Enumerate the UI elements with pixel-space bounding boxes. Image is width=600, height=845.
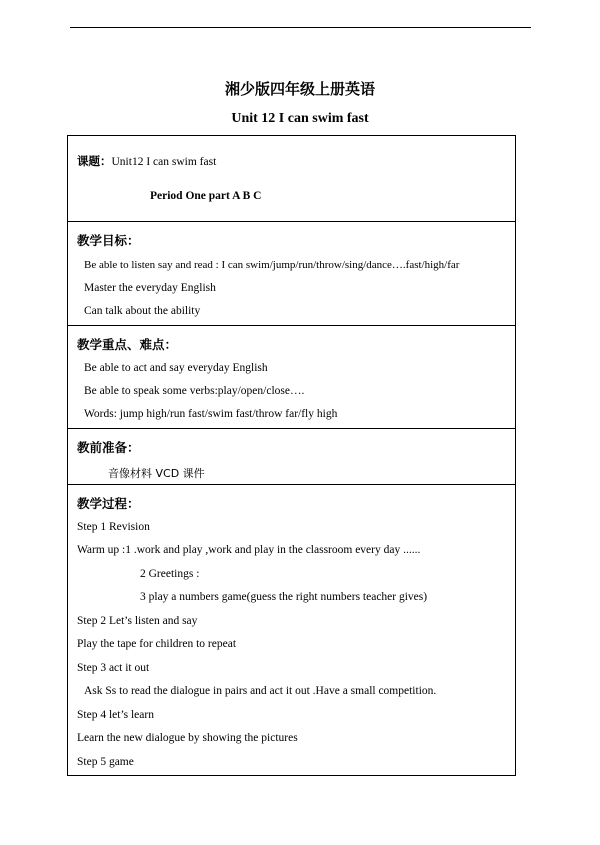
process-line: Step 5 game xyxy=(77,756,134,768)
topic-line xyxy=(77,153,216,169)
key-point-item: Be able to speak some verbs:play/open/close…. xyxy=(84,385,305,397)
objectives-section xyxy=(68,221,515,325)
process-line: Step 2 Let’s listen and say xyxy=(77,615,198,627)
topic-label: 课题： xyxy=(77,154,112,168)
objectives-heading: 教学目标： xyxy=(77,233,140,248)
objective-item: Be able to listen say and read : I can swim/jump/run/throw/sing/dance….fast/high/far xyxy=(84,259,460,271)
key-point-item: Be able to act and say everyday English xyxy=(84,362,268,374)
process-line: Warm up :1 .work and play ,work and play in the classroom every day ...... xyxy=(77,544,421,556)
document-title-english: Unit 12 I can swim fast xyxy=(231,111,369,126)
key-point-item: Words: jump high/run fast/swim fast/throw far/fly high xyxy=(84,408,338,420)
objective-item: Can talk about the ability xyxy=(84,305,201,317)
key-points-section xyxy=(68,325,515,428)
preparation-item: 音像材料 VCD 课件 xyxy=(108,467,205,480)
process-line: 2 Greetings : xyxy=(140,568,200,580)
topic-period: Period One part A B C xyxy=(150,190,262,202)
process-line: Step 1 Revision xyxy=(77,521,150,533)
topic-value: Unit12 I can swim fast xyxy=(111,156,217,168)
topic-section xyxy=(68,136,515,221)
objective-item: Master the everyday English xyxy=(84,282,216,294)
process-heading: 教学过程： xyxy=(77,496,140,511)
preparation-section xyxy=(68,428,515,484)
process-line: Step 3 act it out xyxy=(77,662,150,674)
lesson-plan-table xyxy=(67,135,516,776)
process-section xyxy=(68,484,515,775)
preparation-heading: 教前准备： xyxy=(77,440,140,455)
process-line: Step 4 let’s learn xyxy=(77,709,154,721)
process-line: 3 play a numbers game(guess the right numbers teacher gives) xyxy=(140,591,428,603)
document-title-chinese: 湘少版四年级上册英语 xyxy=(224,80,375,98)
key-points-heading: 教学重点、难点： xyxy=(77,337,178,352)
process-line: Learn the new dialogue by showing the pictures xyxy=(77,732,298,744)
process-line: Play the tape for children to repeat xyxy=(77,638,237,650)
header-rule xyxy=(70,27,531,28)
process-line: Ask Ss to read the dialogue in pairs and act it out .Have a small competition. xyxy=(84,685,437,697)
